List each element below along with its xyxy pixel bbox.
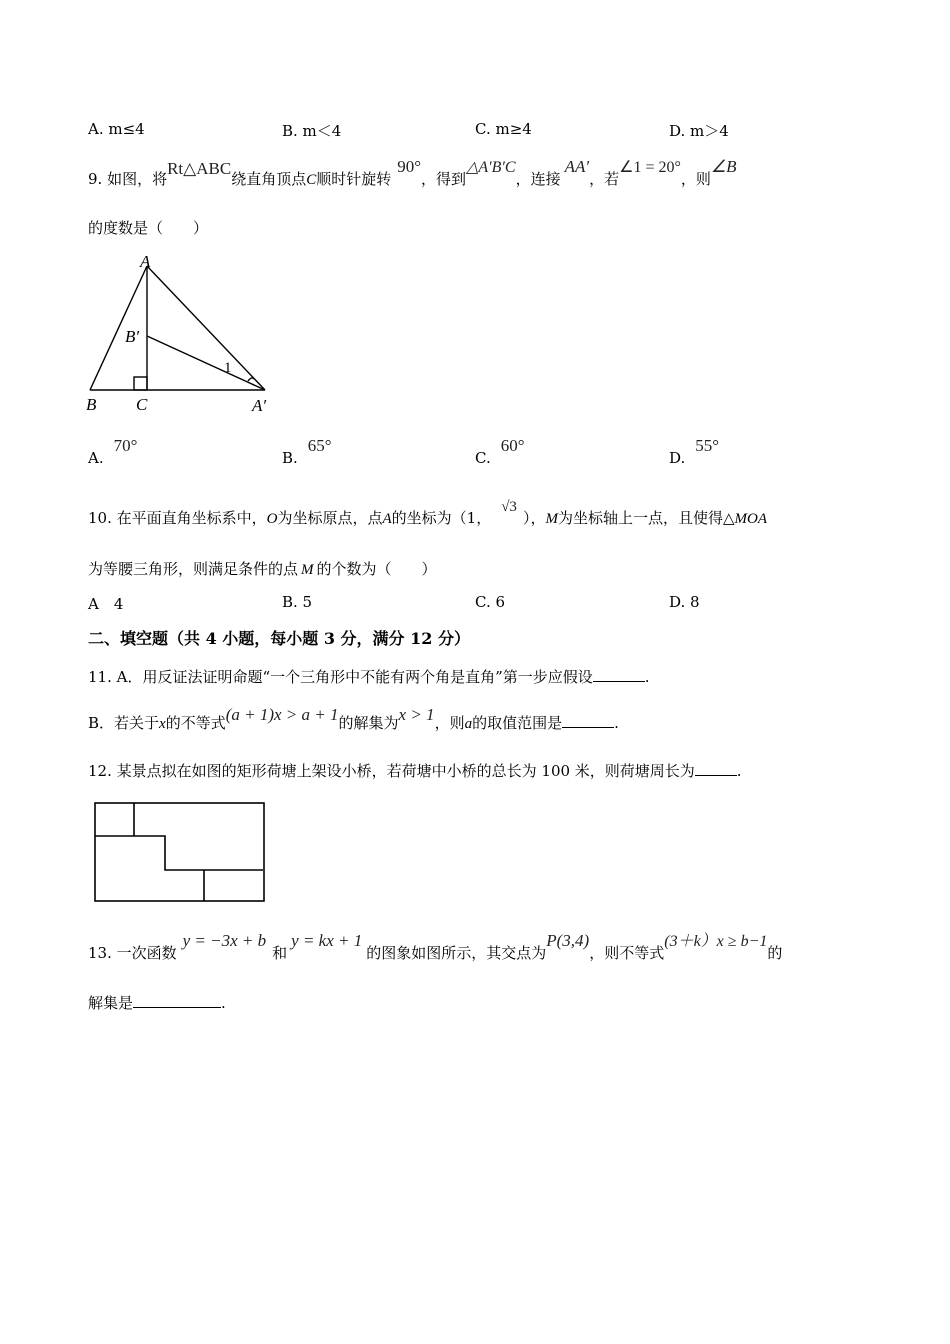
q9-angle-arc — [248, 378, 254, 381]
q9-tri-prime: △A′B′C — [466, 159, 516, 176]
q13-f2: y = kx + 1 — [291, 931, 363, 950]
q13-answer-blank[interactable] — [133, 993, 221, 1008]
q11-a-answer-blank[interactable] — [593, 667, 645, 682]
q11-b-t4: ，则 — [434, 714, 465, 732]
q12-stem — [88, 760, 742, 781]
q9-t1: 绕直角顶点 — [231, 170, 307, 188]
q8-option-b: B. m＜4 — [282, 122, 342, 140]
q13-line2: 解集是 — [88, 994, 134, 1012]
q9-t3: ，得到 — [421, 170, 467, 188]
q8-option-d: D. m＞4 — [669, 122, 729, 140]
q9-stem-line2: 的度数是（ ） — [88, 219, 209, 237]
q9-angle1: ∠1 = 20° — [619, 159, 681, 176]
q10-stem — [88, 499, 767, 528]
q9-prefix: 9. 如图，将 — [88, 170, 168, 188]
q13-and: 和 — [272, 944, 288, 962]
q9-option-c: C.60° — [475, 436, 525, 467]
q9-label-a: A — [140, 252, 151, 271]
q13-ineq: (3＋k）x ≥ b−1 — [664, 933, 768, 950]
q11-b-t5: 的取值范围是 — [472, 714, 563, 732]
q10-stem-line2 — [88, 558, 437, 579]
q13-stem — [88, 931, 783, 963]
q9-aa: AA′ — [564, 157, 590, 176]
q10-t4: ）， — [522, 509, 546, 527]
q9-stem — [88, 157, 737, 189]
q10-m: M — [545, 511, 558, 527]
q10-t1: 10. 在平面直角坐标系中， — [88, 509, 267, 527]
q9-option-a: A.70° — [88, 436, 138, 467]
q13-end: . — [221, 994, 226, 1012]
q12-bridge-path — [95, 836, 263, 870]
q9-t4: ，连接 — [515, 170, 561, 188]
q9-side-b-prime-a-prime — [147, 336, 265, 390]
q11-b — [88, 705, 619, 733]
q11-b-t1: B．若关于 — [88, 714, 160, 732]
q10-option-d: D. 8 — [669, 593, 700, 611]
q9-rt-abc: Rt△ABC — [167, 159, 232, 178]
q9-option-b: B.65° — [282, 436, 332, 467]
q13-t1: 13. 一次函数 — [88, 944, 177, 962]
q9-t2: 顺时针旋转 — [316, 170, 392, 188]
q11-a — [88, 666, 650, 687]
q9-deg90: 90° — [397, 157, 422, 176]
q11-a-var: a — [464, 716, 473, 732]
q9-label-b: B — [86, 395, 97, 414]
q10-line2-a: 为等腰三角形，则满足条件的点 — [88, 560, 299, 578]
q10-o: O — [266, 511, 278, 527]
q11-b-t2: 的不等式 — [165, 714, 226, 732]
q12-text: 12. 某景点拟在如图的矩形荷塘上架设小桥，若荷塘中小桥的总长为 100 米，则荷塘周长为 — [88, 762, 695, 780]
q12-end: . — [736, 762, 742, 780]
q13-t2: 的图象如图所示，其交点为 — [366, 944, 547, 962]
q10-sqrt3: √3 — [501, 499, 517, 515]
q9-option-d: D.55° — [669, 436, 720, 467]
q9-angle-b: ∠B — [710, 157, 737, 176]
q12-answer-blank[interactable] — [695, 761, 737, 776]
q10-t3: 的坐标为（1， — [391, 509, 492, 527]
q13-stem-line2 — [88, 992, 226, 1013]
q13-t4: 的 — [767, 944, 783, 962]
q11-b-end: . — [614, 714, 619, 732]
q13-t3: ，则不等式 — [589, 944, 665, 962]
q9-side-aa-prime — [147, 266, 265, 390]
q9-triangle-figure — [80, 252, 280, 420]
q9-t5: ，若 — [589, 170, 620, 188]
q10-t2: 为坐标原点，点 — [277, 509, 383, 527]
q10-line2-b: 的个数为（ ） — [316, 560, 437, 578]
q11-b-t3: 的解集为 — [338, 714, 399, 732]
q11-a-end: . — [644, 668, 650, 686]
q10-line2-m: M — [301, 562, 314, 578]
q13-f1: y = −3x + b — [182, 931, 267, 950]
q9-label-1: 1 — [224, 360, 232, 376]
q8-option-c: C. m≥4 — [475, 120, 532, 138]
q11-b-answer-blank[interactable] — [562, 713, 614, 728]
q12-pond-figure — [94, 802, 268, 904]
q10-option-a: A 4 — [88, 595, 124, 613]
q13-p: P(3,4) — [546, 931, 590, 950]
q11-a-text: 11. A．用反证法证明命题“一个三角形中不能有两个角是直角”第一步应假设 — [88, 668, 593, 686]
q10-a: A — [382, 511, 392, 527]
q11-x: x — [159, 716, 166, 732]
q9-right-angle-mark — [134, 377, 147, 390]
q10-t5: 为坐标轴上一点，且使得 — [557, 509, 723, 527]
q10-option-c: C. 6 — [475, 593, 506, 611]
q9-label-c: C — [136, 395, 148, 414]
q9-label-b-prime: B′ — [125, 327, 140, 346]
q9-c: C — [306, 172, 317, 188]
q9-t6: ，则 — [680, 170, 711, 188]
q11-ineq: (a + 1)x > a + 1 — [225, 705, 339, 724]
section-2-title: 二、填空题（共 4 小题，每小题 3 分，满分 12 分） — [88, 629, 470, 648]
q11-sol: x > 1 — [398, 705, 435, 724]
q10-moa: △MOA — [722, 511, 767, 527]
q8-option-a: A. m≤4 — [88, 120, 145, 138]
q9-label-a-prime: A′ — [252, 396, 267, 415]
q12-pond-rect — [95, 803, 264, 901]
q10-option-b: B. 5 — [282, 593, 313, 611]
